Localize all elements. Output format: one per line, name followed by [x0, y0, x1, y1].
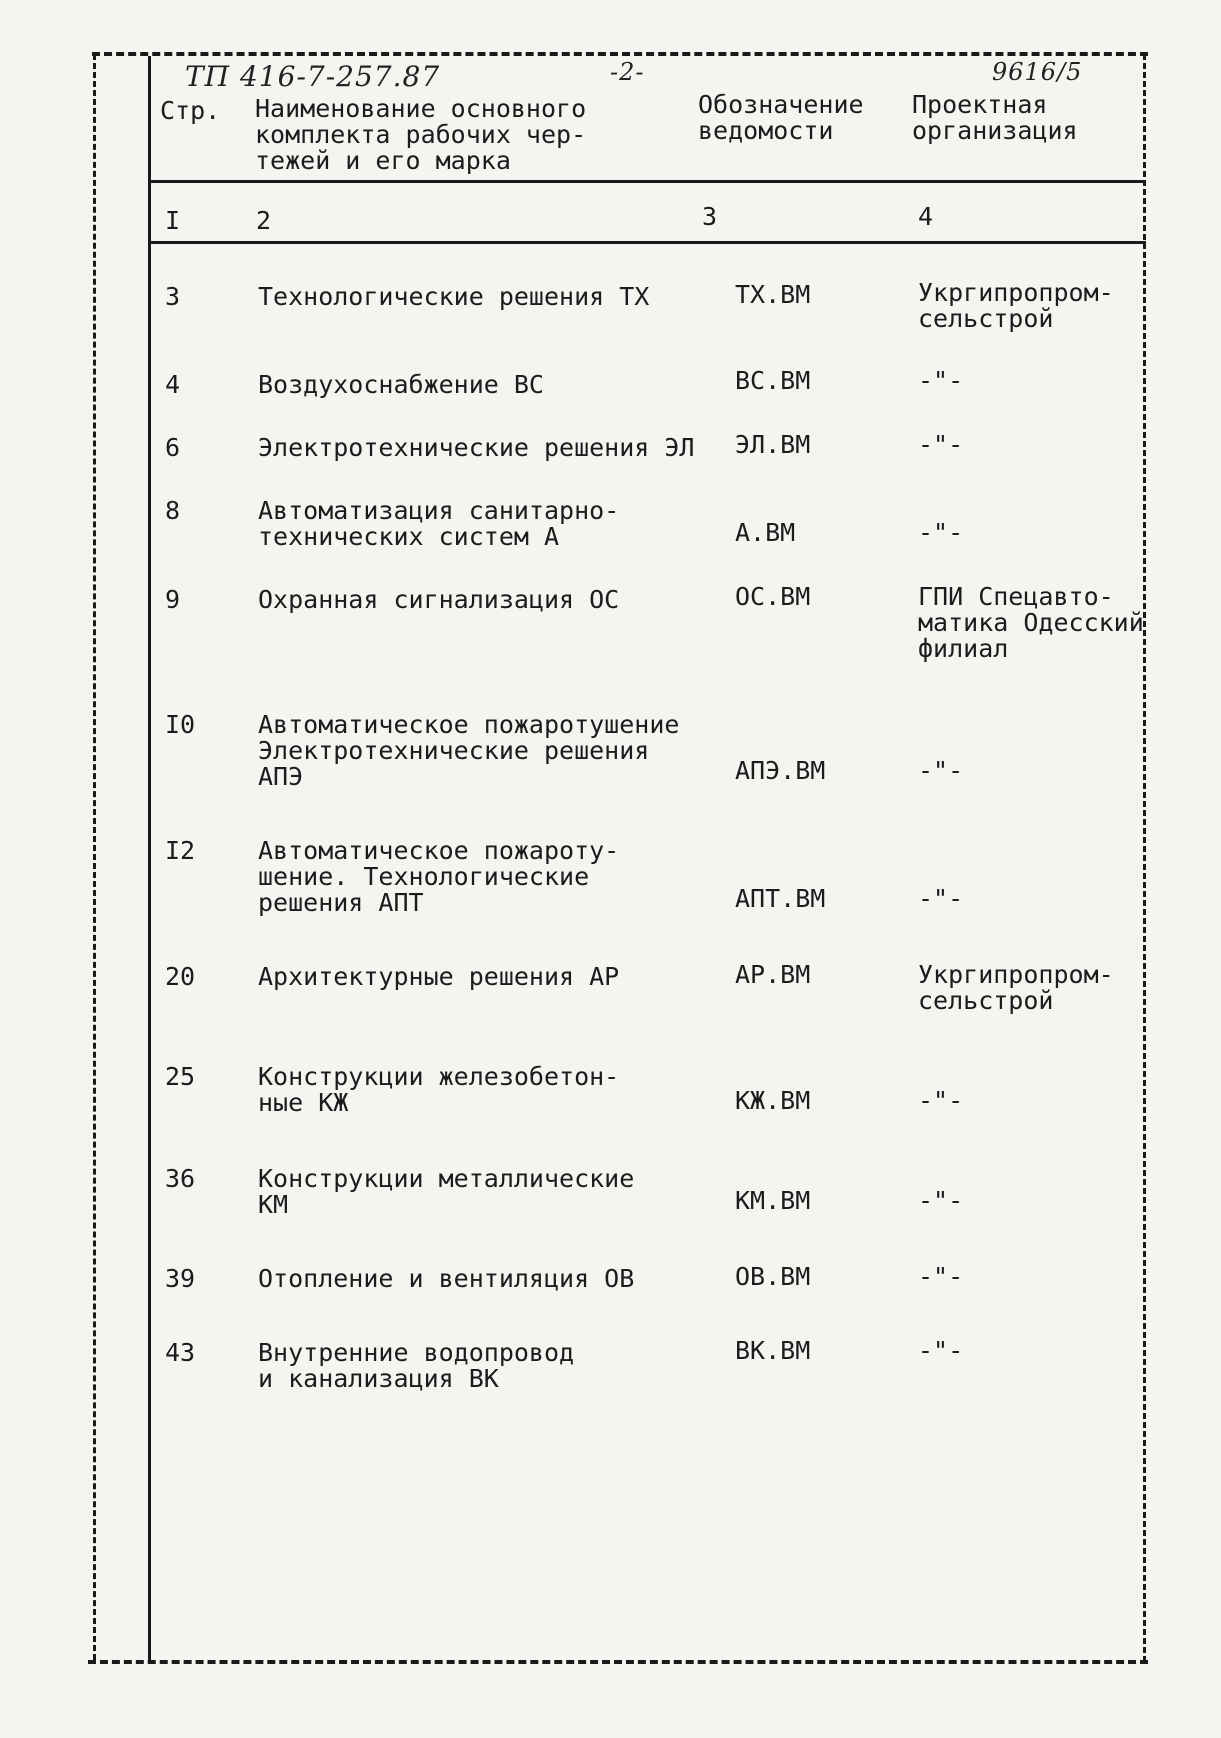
row-org: -"-: [918, 430, 964, 459]
row-page: 39: [165, 1264, 196, 1293]
row-code: ВК.ВМ: [735, 1336, 811, 1365]
column-number-divider: [148, 241, 1146, 244]
frame-left-border: [93, 54, 96, 1660]
row-name: Автоматизация санитарно- технических систем А: [258, 496, 620, 551]
row-code: ОС.ВМ: [735, 582, 811, 611]
row-name: Охранная сигнализация ОС: [258, 585, 620, 614]
row-code: ОВ.ВМ: [735, 1262, 811, 1291]
column-number-3: 3: [702, 202, 718, 231]
frame-bottom-border: [88, 1660, 1148, 1664]
row-page: 36: [165, 1164, 196, 1193]
column-header-code: Обозначение ведомости: [698, 90, 864, 145]
row-name: Автоматическое пожаротушение Электротехнические решения АПЭ: [258, 710, 680, 791]
row-code: ЭЛ.ВМ: [735, 430, 811, 459]
row-code: АПЭ.ВМ: [735, 756, 826, 785]
row-code: АР.ВМ: [735, 960, 811, 989]
row-code: ТХ.ВМ: [735, 280, 811, 309]
column-number-4: 4: [918, 202, 934, 231]
doc-code: ТП 416-7-257.87: [185, 60, 441, 93]
row-name: Внутренние водопровод и канализация ВК: [258, 1338, 575, 1393]
column-header-page: Стр.: [160, 96, 221, 125]
row-name: Воздухоснабжение ВС: [258, 370, 544, 399]
row-name: Архитектурные решения АР: [258, 962, 620, 991]
row-page: 43: [165, 1338, 196, 1367]
frame-right-border: [1143, 54, 1146, 1662]
row-name: Автоматическое пожароту- шение. Технологические решения АПТ: [258, 836, 620, 917]
row-name: Конструкции железобетон- ные КЖ: [258, 1062, 620, 1117]
inner-left-rule: [148, 56, 151, 1662]
row-page: 3: [165, 282, 181, 311]
row-code: А.ВМ: [735, 518, 796, 547]
row-org: -"-: [918, 518, 964, 547]
row-page: 6: [165, 433, 181, 462]
inventory-number: 9616/5: [992, 58, 1083, 86]
row-code: ВС.ВМ: [735, 366, 811, 395]
row-page: 8: [165, 496, 181, 525]
row-org: Укргипропром- сельстрой: [918, 278, 1114, 333]
row-org: -"-: [918, 1186, 964, 1215]
row-org: ГПИ Спецавто- матика Одесский филиал: [918, 582, 1144, 663]
row-org: -"-: [918, 1086, 964, 1115]
row-name: Отопление и вентиляция ОВ: [258, 1264, 635, 1293]
row-code: КМ.ВМ: [735, 1186, 811, 1215]
header-divider: [148, 180, 1146, 183]
row-page: 20: [165, 962, 196, 991]
row-org: -"-: [918, 1262, 964, 1291]
row-page: 4: [165, 370, 181, 399]
row-page: 25: [165, 1062, 196, 1091]
page-mark: -2-: [610, 58, 645, 86]
column-header-name: Наименование основного комплекта рабочих чер- тежей и его марка: [255, 94, 587, 175]
row-org: Укргипропром- сельстрой: [918, 960, 1114, 1015]
row-org: -"-: [918, 884, 964, 913]
row-name: Электротехнические решения ЭЛ: [258, 433, 695, 462]
row-org: -"-: [918, 366, 964, 395]
row-org: -"-: [918, 756, 964, 785]
row-org: -"-: [918, 1336, 964, 1365]
column-number-2: 2: [256, 206, 272, 235]
column-header-org: Проектная организация: [912, 90, 1078, 145]
row-page: I0: [165, 710, 196, 739]
frame-top-border: [92, 52, 1148, 56]
row-code: КЖ.ВМ: [735, 1086, 811, 1115]
row-page: 9: [165, 585, 181, 614]
row-name: Конструкции металлические КМ: [258, 1164, 635, 1219]
row-name: Технологические решения ТХ: [258, 282, 650, 311]
row-page: I2: [165, 836, 196, 865]
row-code: АПТ.ВМ: [735, 884, 826, 913]
column-number-1: I: [165, 206, 181, 235]
